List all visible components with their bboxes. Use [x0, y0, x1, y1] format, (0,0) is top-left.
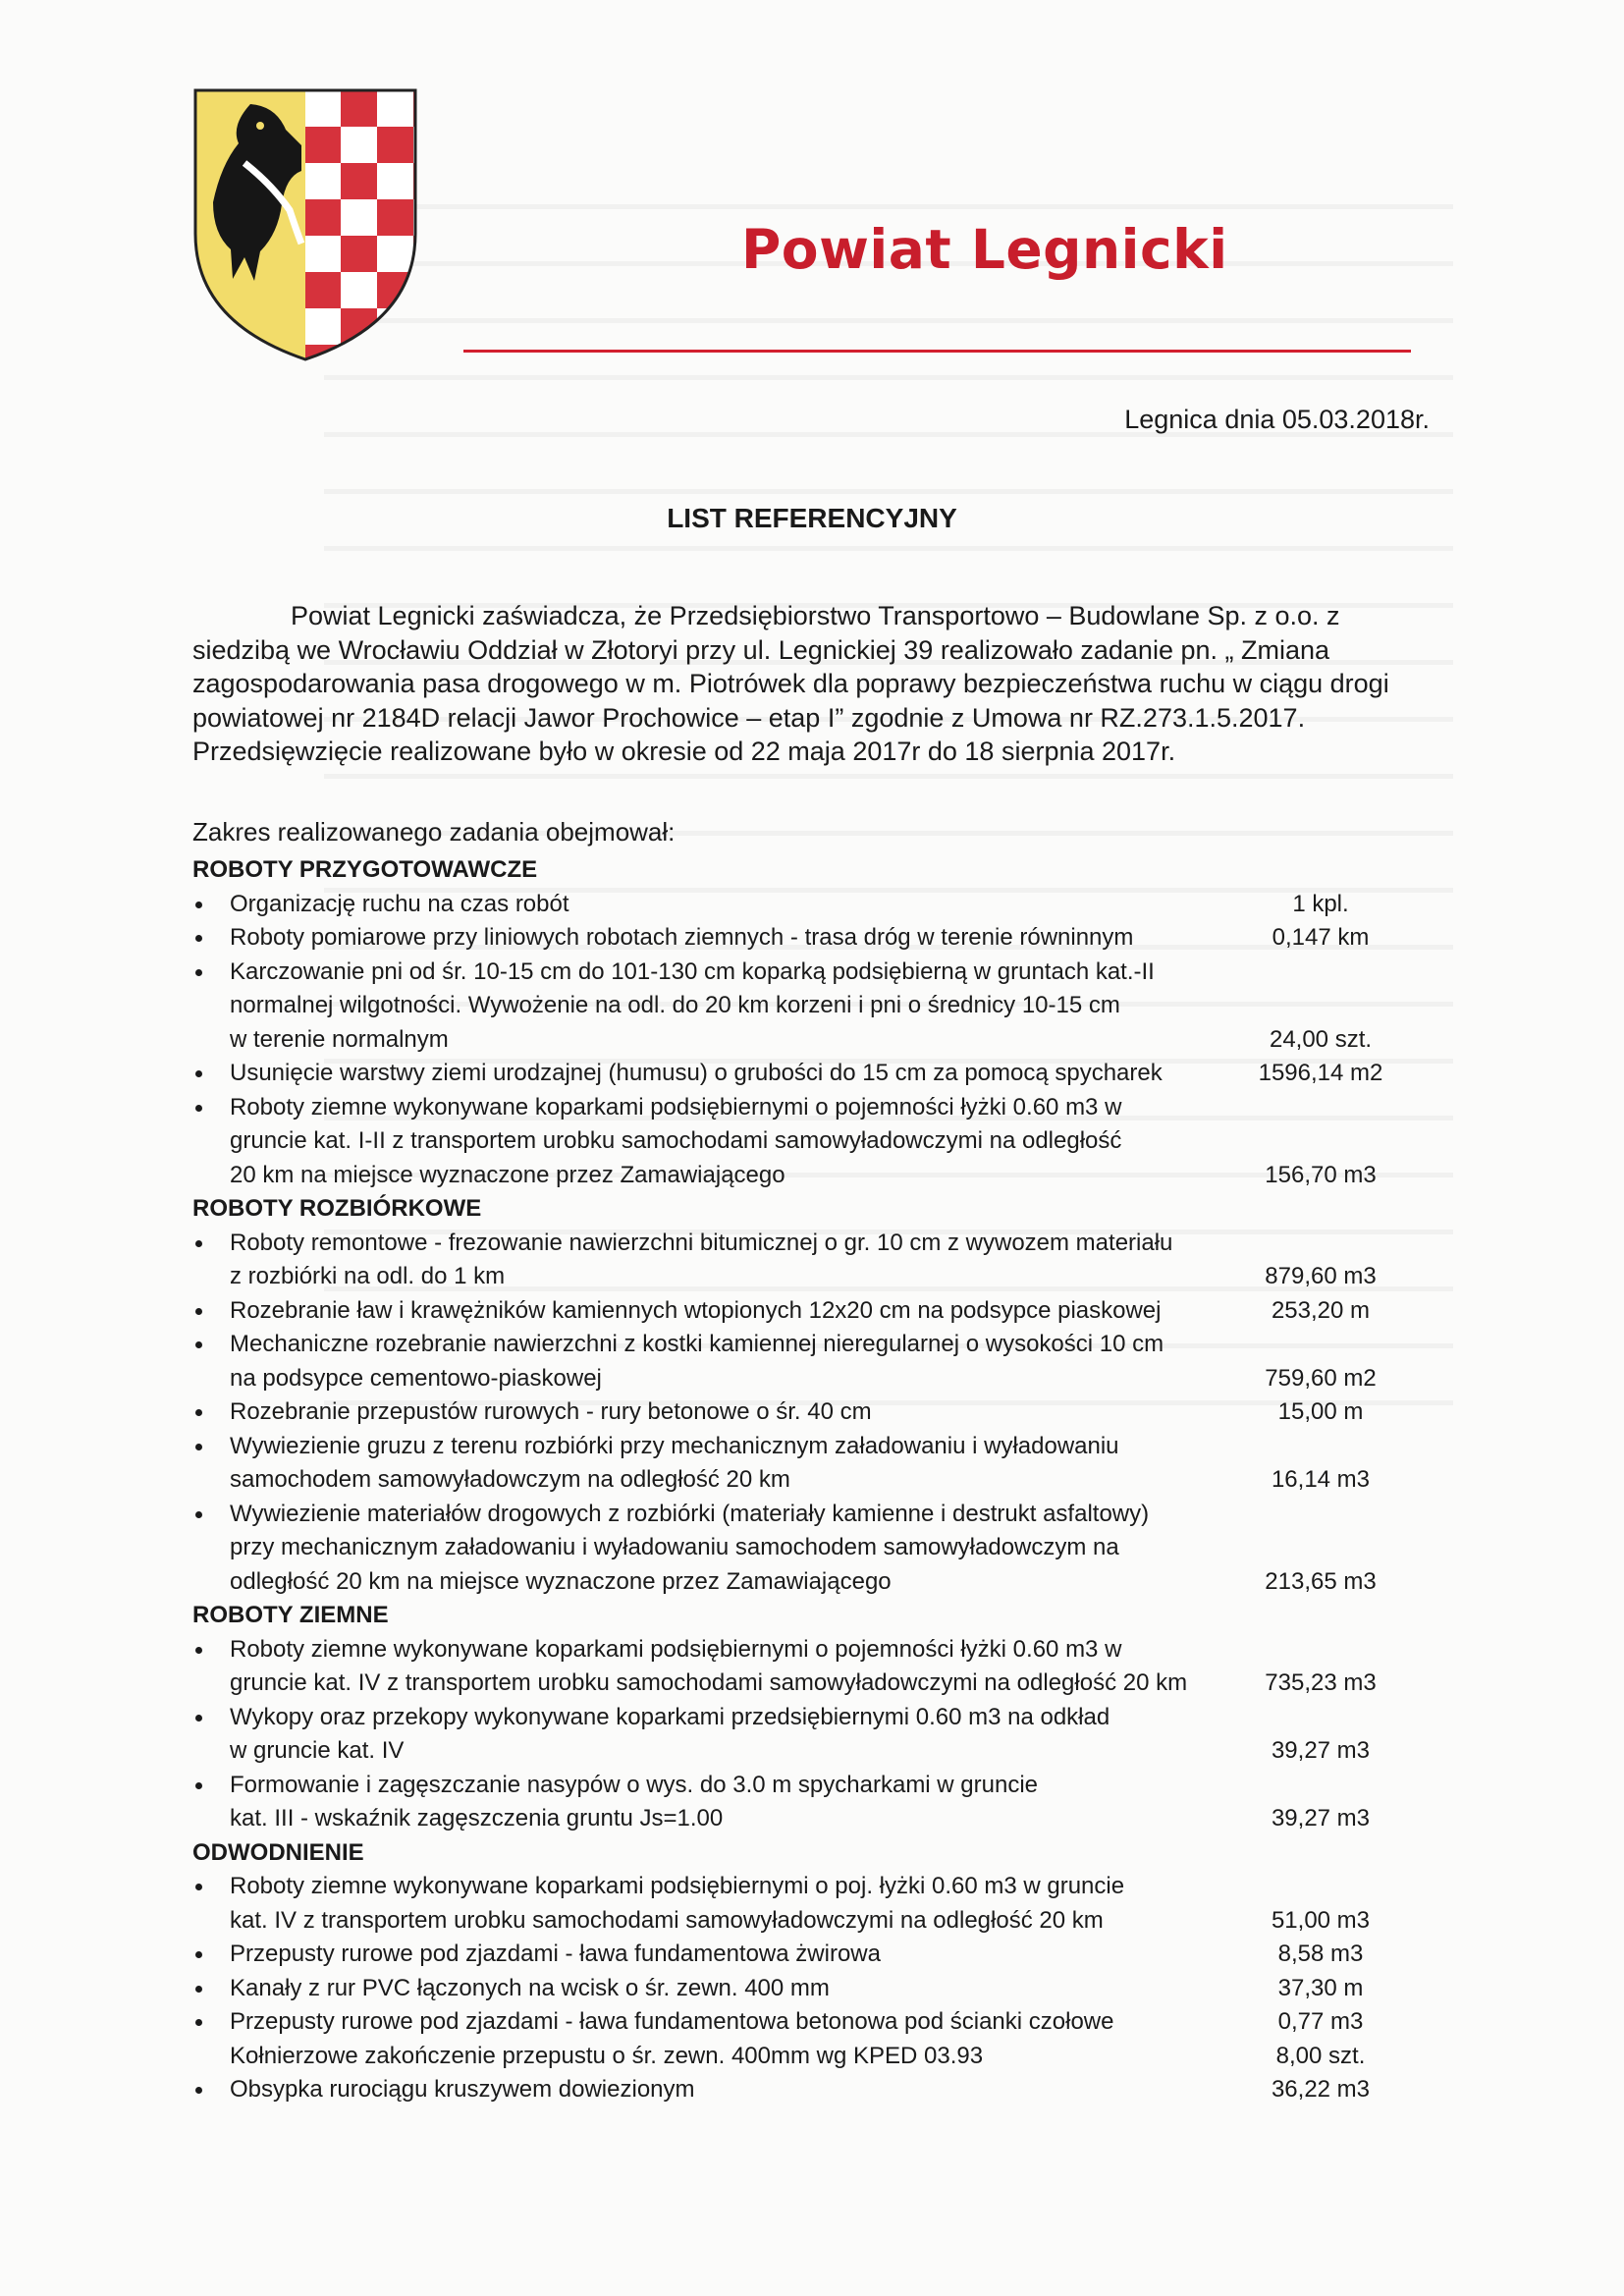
work-item	[192, 1972, 1430, 2006]
dateline: Legnica dnia 05.03.2018r.	[1124, 405, 1430, 434]
work-description-line: Organizację ruchu na czas robót	[230, 890, 569, 917]
work-description-line: Roboty ziemne wykonywane koparkami podsiębiernymi o pojemności łyżki 0.60 m3 w	[230, 1635, 1122, 1663]
work-description-line: Kołnierzowe zakończenie przepustu o śr. zewn. 400mm wg KPED 03.93	[230, 2042, 984, 2069]
work-quantity: 253,20 m	[1271, 1296, 1371, 1324]
work-quantity: 156,70 m3	[1265, 1161, 1377, 1188]
bullet-icon	[192, 1057, 230, 1091]
work-item	[192, 1701, 1430, 1769]
work-quantity-line: 0,77 m3	[1277, 2008, 1364, 2035]
bullet-icon	[192, 888, 230, 922]
bullet-icon	[192, 1091, 230, 1193]
work-description	[230, 921, 1212, 956]
work-description-line: Roboty remontowe - frezowanie nawierzchni bitumicznej o gr. 10 cm z wywozem materiału	[230, 1229, 1173, 1256]
work-item	[192, 1633, 1430, 1701]
work-description-line: Usunięcie warstwy ziemi urodzajnej (humusu) o grubości do 15 cm za pomocą spycharek	[230, 1060, 1163, 1086]
section-heading: ODWODNIENIE	[192, 1838, 364, 1866]
work-description	[230, 1870, 1212, 1938]
work-description-line: przy mechanicznym załadowaniu i wyładowaniu samochodem samowyładowczym na	[230, 1534, 1119, 1560]
work-description-line: samochodem samowyładowczym na odległość 20 km	[230, 1466, 790, 1493]
bullet-icon	[192, 1328, 230, 1395]
intro-line: powiatowej nr 2184D relacji Jawor Prochowice – etap I” zgodnie z Umowa nr RZ.273.1.5.2017.	[192, 702, 1306, 733]
work-quantity-line: 8,00 szt.	[1275, 2042, 1366, 2069]
work-description	[230, 1498, 1212, 1600]
work-description-line: gruncie kat. I-II z transportem urobku samochodami samowyładowczymi na odległość	[230, 1127, 1122, 1154]
work-description-line: Przepusty rurowe pod zjazdami - ława fundamentowa betonowa pod ścianki czołowe	[230, 2008, 1114, 2035]
intro-line: Przedsięwzięcie realizowane było w okresie od 22 maja 2017r do 18 sierpnia 2017r.	[192, 737, 1176, 766]
work-quantity: 37,30 m	[1277, 1974, 1364, 2001]
work-quantity: 39,27 m3	[1271, 1805, 1371, 1831]
work-description-line: Roboty ziemne wykonywane koparkami podsiębiernymi o pojemności łyżki 0.60 m3 w	[230, 1093, 1122, 1121]
intro-paragraph	[192, 599, 1437, 769]
work-item	[192, 1395, 1430, 1430]
scope-label: Zakres realizowanego zadania obejmował:	[192, 817, 676, 847]
header-rule	[463, 350, 1411, 353]
work-quantity: 51,00 m3	[1271, 1906, 1371, 1934]
work-description	[230, 1430, 1212, 1498]
bullet-icon	[192, 1227, 230, 1294]
intro-line: siedzibą we Wrocławiu Oddział w Złotoryi przy ul. Legnickiej 39 realizowało zadanie pn. „ Zmiana	[192, 634, 1330, 665]
bullet-icon	[192, 2005, 230, 2073]
work-description	[230, 1328, 1212, 1395]
work-description-line: na podsypce cementowo-piaskowej	[230, 1364, 602, 1392]
work-item	[192, 2005, 1430, 2073]
work-description-line: Wykopy oraz przekopy wykonywane koparkami przedsiębiernymi 0.60 m3 na odkład	[230, 1703, 1110, 1730]
work-item	[192, 1870, 1430, 1938]
bullet-icon	[192, 1498, 230, 1600]
work-description-line: w terenie normalnym	[230, 1025, 449, 1053]
intro-line: zagospodarowania pasa drogowego w m. Piotrówek dla poprawy bezpieczeństwa ruchu w ciągu drogi	[192, 669, 1389, 698]
work-description	[230, 1633, 1212, 1701]
work-description-line: normalnej wilgotności. Wywożenie na odl. do 20 km korzeni i pni o średnicy 10-15 cm	[230, 992, 1120, 1018]
bullet-icon	[192, 921, 230, 956]
intro-line: Powiat Legnicki zaświadcza, że Przedsiębiorstwo Transportowo – Budowlane Sp. z o.o. z	[291, 601, 1340, 630]
work-description	[230, 1294, 1212, 1329]
work-description-line: kat. IV z transportem urobku samochodami samowyładowczymi na odległość 20 km	[230, 1906, 1104, 1934]
work-item	[192, 1328, 1430, 1395]
work-description	[230, 1769, 1212, 1836]
coat-of-arms-logo	[191, 86, 419, 363]
work-description	[230, 1057, 1212, 1091]
work-quantity: 8,58 m3	[1277, 1941, 1364, 1967]
work-description-line: Roboty pomiarowe przy liniowych robotach ziemnych - trasa dróg w terenie równinnym	[230, 924, 1134, 951]
work-description-line: Rozebranie przepustów rurowych - rury betonowe o śr. 40 cm	[230, 1398, 872, 1425]
work-description-line: Formowanie i zagęszczanie nasypów o wys. do 3.0 m spycharkami w gruncie	[230, 1771, 1039, 1798]
bullet-icon	[192, 1701, 230, 1769]
work-description	[230, 1395, 1212, 1430]
work-description	[230, 1227, 1212, 1294]
work-item	[192, 956, 1430, 1058]
work-item	[192, 1294, 1430, 1329]
work-quantity: 16,14 m3	[1271, 1466, 1371, 1493]
work-description-line: Karczowanie pni od śr. 10-15 cm do 101-130 cm koparką podsiębierną w gruntach kat.-II	[230, 957, 1155, 985]
work-description-line: kat. III - wskaźnik zagęszczenia gruntu Js=1.00	[230, 1805, 724, 1831]
work-item	[192, 1057, 1430, 1091]
work-quantity: 879,60 m3	[1265, 1263, 1377, 1289]
bullet-icon	[192, 1769, 230, 1836]
section-heading: ROBOTY ROZBIÓRKOWE	[192, 1195, 482, 1222]
bullet-icon	[192, 2073, 230, 2107]
work-description	[230, 1972, 1212, 2006]
work-description-line: gruncie kat. IV z transportem urobku samochodami samowyładowczymi na odległość 20 km	[230, 1669, 1188, 1696]
work-description-line: Wywiezienie gruzu z terenu rozbiórki przy mechanicznym załadowaniu i wyładowaniu	[230, 1432, 1119, 1459]
section-heading: ROBOTY ZIEMNE	[192, 1602, 389, 1628]
work-item	[192, 1091, 1430, 1193]
bullet-icon	[192, 1430, 230, 1498]
work-description	[230, 888, 1212, 922]
bullet-icon	[192, 1395, 230, 1430]
work-description-line: Mechaniczne rozebranie nawierzchni z kostki kamiennej nieregularnej o wysokości 10 cm	[230, 1331, 1164, 1357]
bullet-icon	[192, 1938, 230, 1972]
work-quantity: 735,23 m3	[1265, 1669, 1377, 1696]
work-description	[230, 2073, 1212, 2107]
work-item	[192, 2073, 1430, 2107]
work-description	[230, 1091, 1212, 1193]
work-description-line: w gruncie kat. IV	[230, 1737, 405, 1764]
work-description-line: z rozbiórki na odl. do 1 km	[230, 1263, 506, 1289]
work-description	[230, 1938, 1212, 1972]
bullet-icon	[192, 1870, 230, 1938]
work-item	[192, 1227, 1430, 1294]
work-quantity: 39,27 m3	[1271, 1737, 1371, 1764]
work-item	[192, 888, 1430, 922]
work-description-line: odległość 20 km na miejsce wyznaczone przez Zamawiającego	[230, 1567, 892, 1595]
work-item	[192, 1430, 1430, 1498]
work-description	[230, 1701, 1212, 1769]
bullet-icon	[192, 956, 230, 1058]
works-list	[192, 853, 1430, 2107]
work-description-line: Przepusty rurowe pod zjazdami - ława fundamentowa żwirowa	[230, 1941, 881, 1967]
work-description-line: Rozebranie ław i krawężników kamiennych wtopionych 12x20 cm na podsypce piaskowej	[230, 1296, 1162, 1324]
work-quantity: 213,65 m3	[1265, 1567, 1377, 1595]
work-description-line: 20 km na miejsce wyznaczone przez Zamawiającego	[230, 1161, 785, 1188]
work-item	[192, 1938, 1430, 1972]
work-description-line: Wywiezienie materiałów drogowych z rozbiórki (materiały kamienne i destrukt asfaltowy)	[230, 1500, 1150, 1527]
work-description-line: Kanały z rur PVC łączonych na wcisk o śr. zewn. 400 mm	[230, 1974, 830, 2001]
section-heading: ROBOTY PRZYGOTOWAWCZE	[192, 856, 538, 883]
work-quantity	[1212, 2005, 1430, 2073]
work-description-line: Obsypka rurociągu kruszywem dowiezionym	[230, 2076, 695, 2103]
work-description-line: Roboty ziemne wykonywane koparkami podsiębiernymi o poj. łyżki 0.60 m3 w gruncie	[230, 1873, 1125, 1899]
work-quantity: 0,147 km	[1272, 924, 1370, 951]
work-quantity: 36,22 m3	[1271, 2076, 1371, 2103]
work-quantity: 1596,14 m2	[1258, 1060, 1383, 1086]
work-quantity: 759,60 m2	[1265, 1364, 1377, 1392]
document-title: LIST REFERENCYJNY	[667, 503, 957, 533]
bullet-icon	[192, 1633, 230, 1701]
work-quantity: 1 kpl.	[1292, 890, 1349, 917]
work-item	[192, 921, 1430, 956]
bullet-icon	[192, 1294, 230, 1329]
work-quantity: 24,00 szt.	[1269, 1025, 1373, 1053]
work-quantity: 15,00 m	[1277, 1398, 1364, 1425]
work-item	[192, 1498, 1430, 1600]
work-item	[192, 1769, 1430, 1836]
work-description	[230, 956, 1212, 1058]
brand-name: Powiat Legnicki	[741, 218, 1228, 281]
work-description	[230, 2005, 1212, 2073]
bullet-icon	[192, 1972, 230, 2006]
